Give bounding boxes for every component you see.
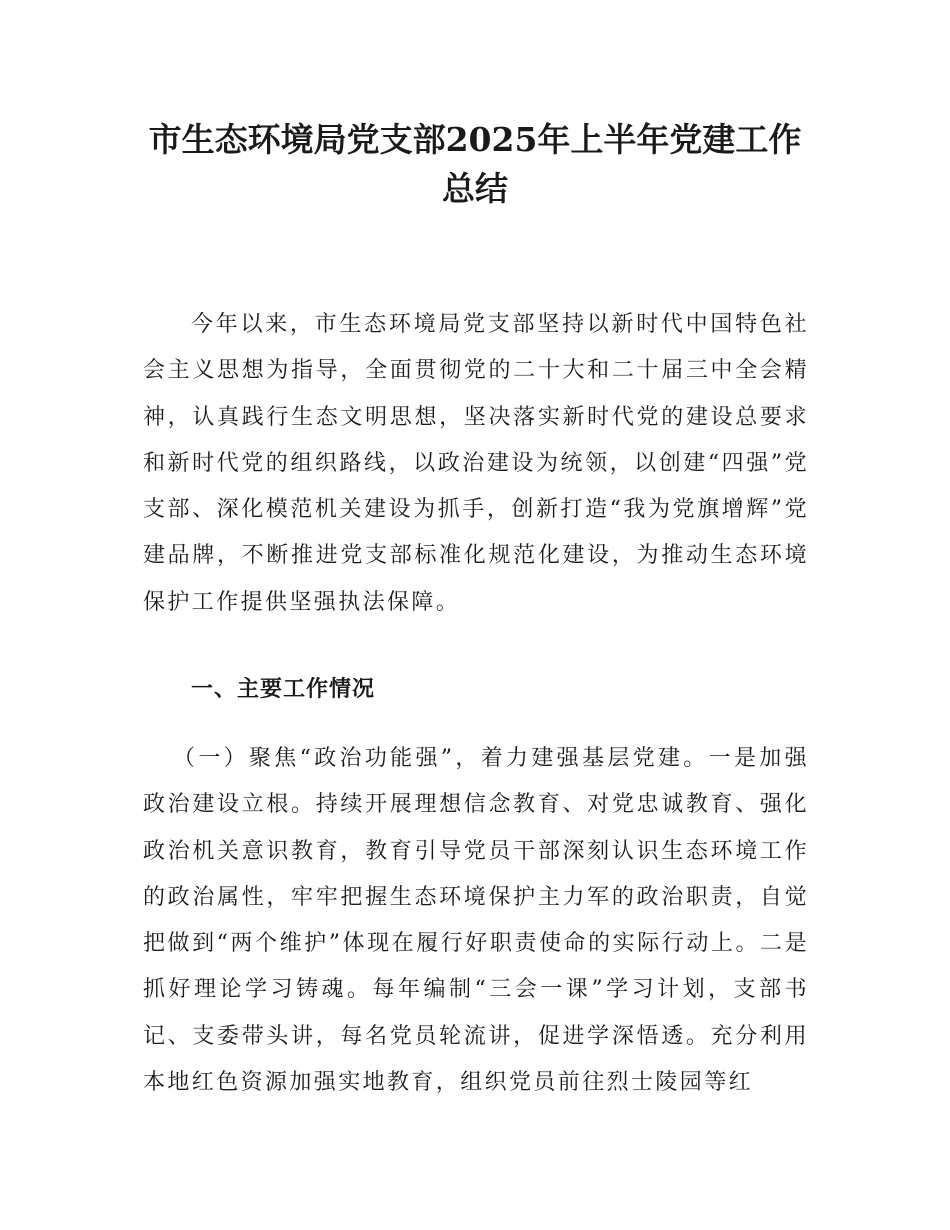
- document-title-line2: 总结: [442, 169, 508, 208]
- section-heading-main-work: 一、主要工作情况: [191, 677, 376, 702]
- section1-paragraph: （一）聚焦“政治功能强”，着力建强基层党建。一是加强政治建设立根。持续开展理想信念教育、对党忠诚教育、强化政治机关意识教育，教育引导党员干部深刻认识生态环境工作的政治属性，牢牢把握生态环境保护主力军的政治职责，自觉把做到“两个维护”体现在履行好职责使命的实际行动上。二是抓好理论学习铸魂。每年编制“三会一课”学习计划，支部书记、支委带头讲，每名党员轮流讲，促进学深悟透。充分利用本地红色资源加强实地教育，组织党员前往烈士陵园等红: [143, 746, 809, 1096]
- document-title-line1: 市生态环境局党支部2025年上半年党建工作: [148, 120, 802, 159]
- intro-paragraph: 今年以来，市生态环境局党支部坚持以新时代中国特色社会主义思想为指导，全面贯彻党的二十大和二十届三中全会精神，认真践行生态文明思想，坚决落实新时代党的建设总要求和新时代党的组织路线，以政治建设为统领，以创建“四强”党支部、深化模范机关建设为抓手，创新打造“我为党旗增辉”党建品牌，不断推进党支部标准化规范化建设，为推动生态环境保护工作提供坚强执法保障。: [143, 312, 809, 615]
